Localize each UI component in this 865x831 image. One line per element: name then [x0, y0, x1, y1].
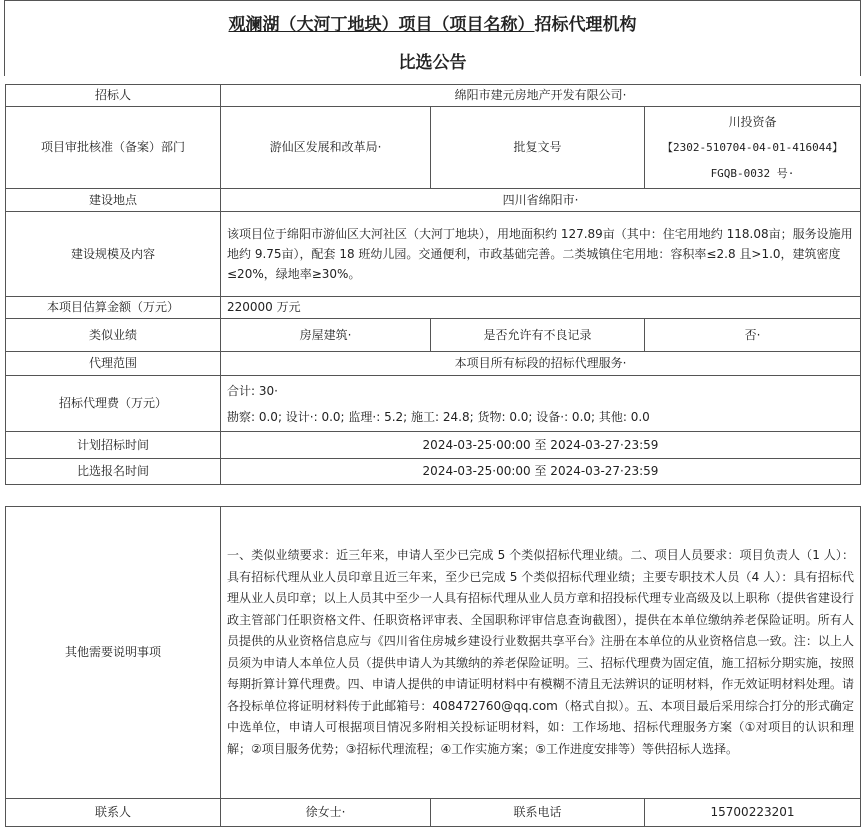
scope-value: 本项目所有标段的招标代理服务· — [221, 352, 861, 376]
row-notes — [6, 507, 861, 799]
approval-doc-value — [645, 107, 861, 189]
plan-time-label: 计划招标时间 — [6, 432, 221, 459]
title-suffix: 招标代理机构 — [534, 15, 637, 35]
row-contact — [6, 799, 861, 827]
row-location — [6, 189, 861, 212]
plan-time-value: 2024-03-25·00:00 至 2024-03-27·23:59 — [221, 432, 861, 459]
fee-value — [221, 376, 861, 432]
info-table — [5, 84, 861, 485]
contact-label: 联系人 — [6, 799, 221, 827]
project-name: 观澜湖（大河丁地块）项目（项目名称） — [228, 15, 535, 35]
signup-time-label: 比选报名时间 — [6, 459, 221, 485]
approval-doc-line3: FGQB-0032 号· — [710, 166, 795, 180]
scale-label: 建设规模及内容 — [6, 212, 221, 297]
approval-doc-line2: 【2302-510704-04-01-416044】 — [662, 140, 843, 154]
notice-subtitle: 比选公告 — [398, 53, 467, 73]
notes-table — [5, 506, 861, 827]
row-plan-time — [6, 432, 861, 459]
notes-value: 一、类似业绩要求：近三年来，申请人至少已完成 5 个类似招标代理业绩。二、项目人员要求：项目负责人（1 人）：具有招标代理从业人员印章且近三年来，至少已完成 5 个类似招标代理业绩；主要专职技术人员（4 人）：具有招标代理从业人员印章；以上人员其中至少一人具有招标代理从业人员方章和招投标代理专业高级及以上职称（提供省建设行政主管部门任职资格文件、任职资格评审表、全国职称评审信息查询截图），提供在本单位缴纳养老保险证明。所有人员提供的从业资格信息应与《四川省住房城乡建设行业数据共享平台》注册在本单位的从业资格信息一致。注：以上人员须为申请人本单位人员（提供申请人为其缴纳的养老保险证明。三、招标代理费为固定值，施工招标分期实施，按照每期折算计算代理费。四、申请人提供的申请证明材料中有模糊不清且无法辨识的证明材料，作无效证明材料处理。请各投标单位将证明材料传于此邮箱号：408472760@qq.com（格式自拟）。五、本项目最后采用综合打分的形式确定中选单位，申请人可根据项目情况多附相关投标证明材料，如：工作场地、招标代理服务方案（①对项目的认识和理解；②项目服务优势；③招标代理流程；④工作实施方案；⑤工作进度安排等）等供招标人选择。 — [221, 507, 861, 799]
bad-record-label: 是否允许有不良记录 — [431, 319, 645, 352]
similar-label: 类似业绩 — [6, 319, 221, 352]
row-tenderer — [6, 85, 861, 107]
row-fee — [6, 376, 861, 432]
approval-doc-label: 批复文号 — [431, 107, 645, 189]
signup-time-value: 2024-03-25·00:00 至 2024-03-27·23:59 — [221, 459, 861, 485]
notice-title — [5, 10, 860, 35]
page-break — [0, 495, 865, 504]
row-scope — [6, 352, 861, 376]
row-approval — [6, 107, 861, 189]
fee-label: 招标代理费（万元） — [6, 376, 221, 432]
location-label: 建设地点 — [6, 189, 221, 212]
approval-dept-label: 项目审批核准（备案）部门 — [6, 107, 221, 189]
bad-record-value: 否· — [645, 319, 861, 352]
row-similar — [6, 319, 861, 352]
similar-value: 房屋建筑· — [221, 319, 431, 352]
row-signup-time — [6, 459, 861, 485]
budget-label: 本项目估算金额（万元） — [6, 297, 221, 319]
row-scale — [6, 212, 861, 297]
approval-dept-value: 游仙区发展和改革局· — [221, 107, 431, 189]
budget-value: 220000 万元 — [221, 297, 861, 319]
location-value: 四川省绵阳市· — [221, 189, 861, 212]
contact-value: 徐女士· — [221, 799, 431, 827]
phone-value: 15700223201 — [645, 799, 861, 827]
phone-label: 联系电话 — [431, 799, 645, 827]
row-budget — [6, 297, 861, 319]
tenderer-label: 招标人 — [6, 85, 221, 107]
fee-breakdown: 勘察: 0.0; 设计·: 0.0; 监理·: 5.2; 施工: 24.8; 货物: 0.0; 设备·: 0.0; 其他: 0.0 — [227, 409, 650, 424]
approval-doc-line1: 川投资备 — [728, 114, 777, 129]
notice-header — [4, 0, 861, 76]
fee-total: 合计: 30· — [227, 383, 278, 398]
scope-label: 代理范围 — [6, 352, 221, 376]
scale-value: 该项目位于绵阳市游仙区大河社区（大河丁地块），用地面积约 127.89亩（其中：住宅用地约 118.08亩；服务设施用地约 9.75亩），配套 18 班幼儿园。交通便利，市政基础完善。二类城镇住宅用地：容积率≤2.8 且>1.0，建筑密度≤20%，绿地率≥30%。 — [221, 212, 861, 297]
tenderer-value: 绵阳市建元房地产开发有限公司· — [221, 85, 861, 107]
notes-label: 其他需要说明事项 — [6, 507, 221, 799]
